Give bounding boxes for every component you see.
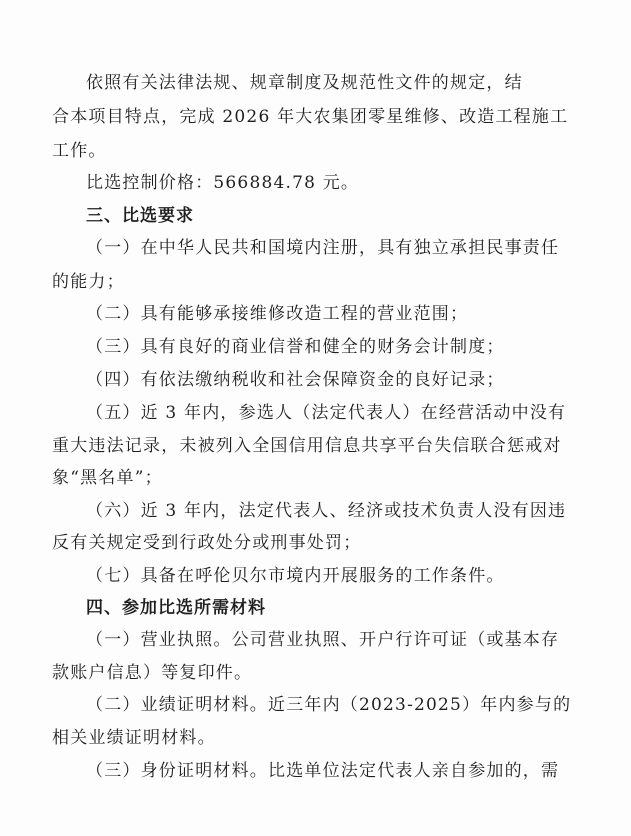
- requirement-item-4: （四）有依法缴纳税收和社会保障资金的良好记录；: [86, 370, 505, 390]
- paragraph-line: 象“黑名单”；: [52, 468, 163, 488]
- paragraph-line: 重大违法记录，未被列入全国信用信息共享平台失信联合惩戒对: [52, 436, 562, 456]
- material-item-3: （三）身份证明材料。比选单位法定代表人亲自参加的，需: [86, 761, 560, 781]
- paragraph-line: 工作。: [52, 141, 107, 161]
- requirement-item-1: （一）在中华人民共和国境内注册，具有独立承担民事责任: [86, 238, 560, 258]
- paragraph-line: 款账户信息）等复印件。: [52, 663, 253, 683]
- price-line: 比选控制价格：566884.78 元。: [86, 173, 360, 193]
- section-heading-4: 四、参加比选所需材料: [86, 598, 266, 618]
- requirement-item-3: （三）具有良好的商业信誉和健全的财务会计制度；: [86, 337, 505, 357]
- paragraph-line: 的能力；: [52, 272, 125, 292]
- material-item-2: （二）业绩证明材料。近三年内（2023-2025）年内参与的: [86, 695, 572, 715]
- paragraph-line: 反有关规定受到行政处分或刑事处罚；: [52, 533, 362, 553]
- requirement-item-5: （五）近 3 年内，参选人（法定代表人）在经营活动中没有: [86, 403, 567, 423]
- section-heading-3: 三、比选要求: [86, 206, 194, 226]
- material-item-1: （一）营业执照。公司营业执照、开户行许可证（或基本存: [86, 630, 560, 650]
- paragraph-line: 相关业绩证明材料。: [52, 728, 216, 748]
- requirement-item-7: （七）具备在呼伦贝尔市境内开展服务的工作条件。: [86, 566, 505, 586]
- paragraph-line: 依照有关法律法规、规章制度及规范性文件的规定，结: [86, 73, 523, 93]
- requirement-item-2: （二）具有能够承接维修改造工程的营业范围；: [86, 304, 469, 324]
- paragraph-line: 合本项目特点，完成 2026 年大农集团零星维修、改造工程施工: [52, 107, 569, 127]
- requirement-item-6: （六）近 3 年内，法定代表人、经济或技术负责人没有因违: [86, 501, 567, 521]
